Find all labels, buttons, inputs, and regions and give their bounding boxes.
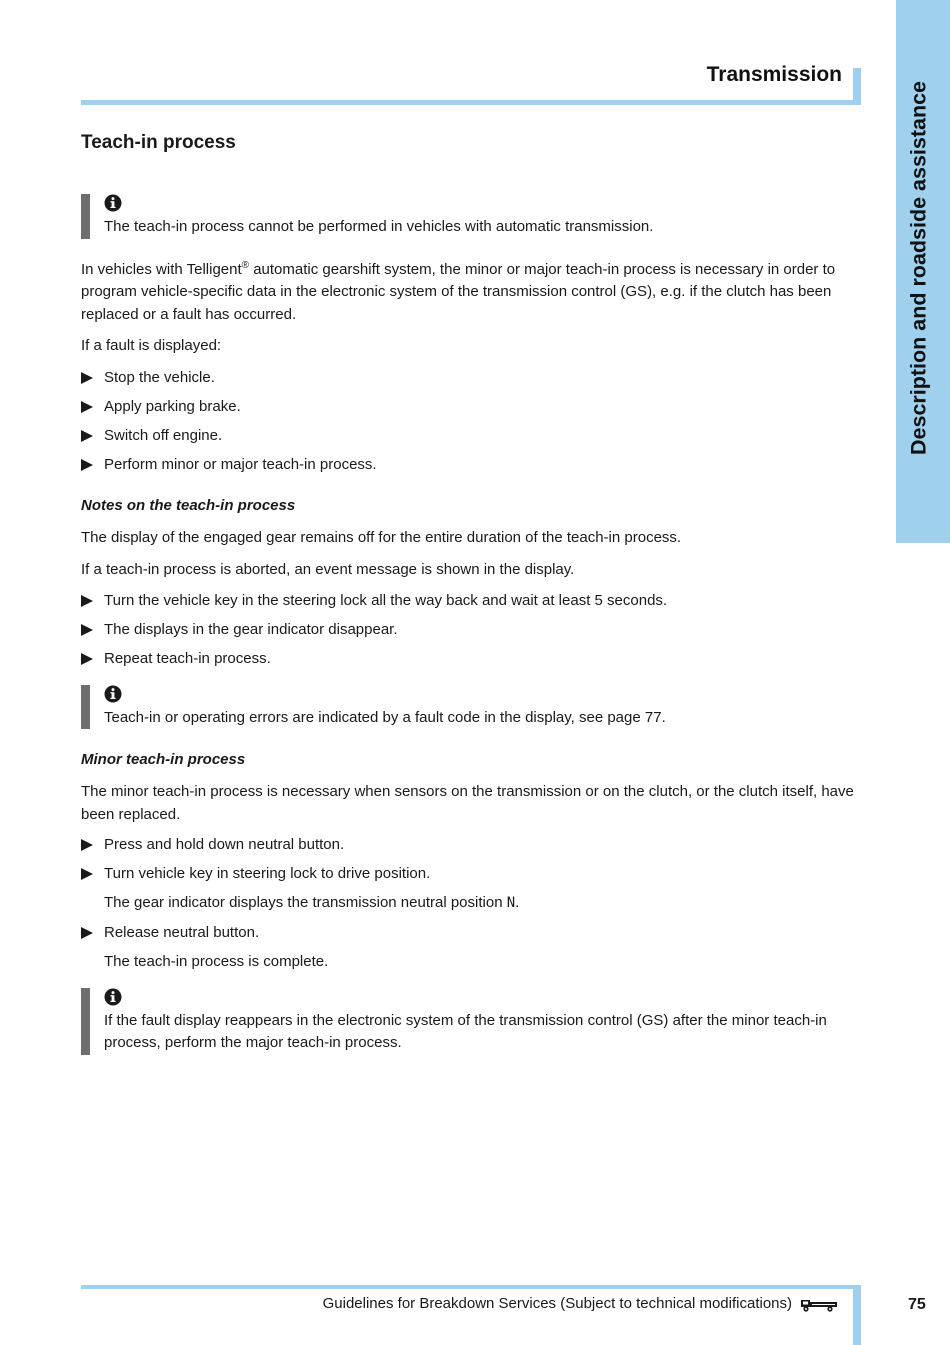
section-title: Teach-in process: [81, 132, 236, 153]
triangle-bullet-icon: [81, 401, 93, 413]
triangle-bullet-icon: [81, 653, 93, 665]
note-text: Teach-in or operating errors are indicated by a fault code in the display, see page 77.: [104, 708, 666, 726]
triangle-bullet-icon: [81, 624, 93, 636]
header-rule-vertical: [853, 68, 861, 105]
info-icon: [104, 194, 122, 212]
info-icon: [104, 988, 122, 1006]
main-content: [81, 130, 861, 1055]
triangle-bullet-icon: [81, 868, 93, 880]
info-note: [81, 194, 861, 239]
gear-code: N: [506, 895, 516, 911]
notes-heading: Notes on the teach-in process: [81, 497, 296, 514]
truck-icon: [801, 1297, 839, 1313]
triangle-bullet-icon: [81, 372, 93, 384]
header-rule: [81, 100, 861, 105]
list-item: Apply parking brake.: [81, 396, 861, 419]
list-item: Press and hold down neutral button.: [81, 834, 861, 857]
info-note: [81, 988, 861, 1055]
list-item: Stop the vehicle.: [81, 367, 861, 390]
step-result: The gear indicator displays the transmission neutral position N.: [104, 894, 520, 911]
note-bar: [81, 988, 90, 1055]
footer-rule: [81, 1285, 861, 1289]
fault-steps-list: [81, 367, 861, 477]
side-tab-label: Description and roadside assistance: [906, 81, 931, 455]
triangle-bullet-icon: [81, 595, 93, 607]
footer-text: Guidelines for Breakdown Services (Subject to technical modifications): [322, 1295, 792, 1312]
registered-mark: ®: [241, 259, 250, 271]
footer-rule-vertical: [853, 1285, 861, 1345]
page-title: Transmission: [706, 63, 842, 86]
list-item: Turn vehicle key in steering lock to drive position.: [81, 863, 861, 886]
notes-paragraph-1: The display of the engaged gear remains off for the entire duration of the teach-in process.: [81, 529, 682, 546]
triangle-bullet-icon: [81, 459, 93, 471]
note-bar: [81, 194, 90, 239]
triangle-bullet-icon: [81, 927, 93, 939]
minor-heading: Minor teach-in process: [81, 751, 246, 768]
note-bar: [81, 685, 90, 730]
minor-steps-list: [81, 834, 861, 974]
notes-steps-list: [81, 590, 861, 671]
list-item: Turn the vehicle key in the steering lock all the way back and wait at least 5 seconds.: [81, 590, 861, 613]
list-item: Release neutral button.: [81, 922, 861, 945]
info-icon: [104, 685, 122, 703]
triangle-bullet-icon: [81, 430, 93, 442]
list-item: The displays in the gear indicator disappear.: [81, 619, 861, 642]
minor-paragraph: The minor teach-in process is necessary when sensors on the transmission or on the clutch, or the clutch itself, have been replaced.: [81, 783, 854, 823]
list-item: Switch off engine.: [81, 425, 861, 448]
intro-paragraph: In vehicles with Telligent® automatic gearshift system, the minor or major teach-in process is necessary in order to program vehicle-specific data in the electronic system of the transmission control (GS), e.g. if the clutch has been replaced or a fault has occurred.: [81, 259, 836, 323]
fault-intro: If a fault is displayed:: [81, 337, 222, 354]
note-text: The teach-in process cannot be performed in vehicles with automatic transmission.: [104, 218, 654, 235]
list-item: Perform minor or major teach-in process.: [81, 454, 861, 477]
notes-paragraph-2: If a teach-in process is aborted, an event message is shown in the display.: [81, 560, 575, 578]
triangle-bullet-icon: [81, 839, 93, 851]
page-number: 75: [908, 1296, 926, 1313]
list-item: Repeat teach-in process.: [81, 648, 861, 671]
step-result: The teach-in process is complete.: [104, 953, 329, 970]
note-text: If the fault display reappears in the electronic system of the transmission control (GS) after the minor teach-in process, perform the major teach-in process.: [104, 1011, 827, 1051]
info-note: [81, 685, 861, 730]
